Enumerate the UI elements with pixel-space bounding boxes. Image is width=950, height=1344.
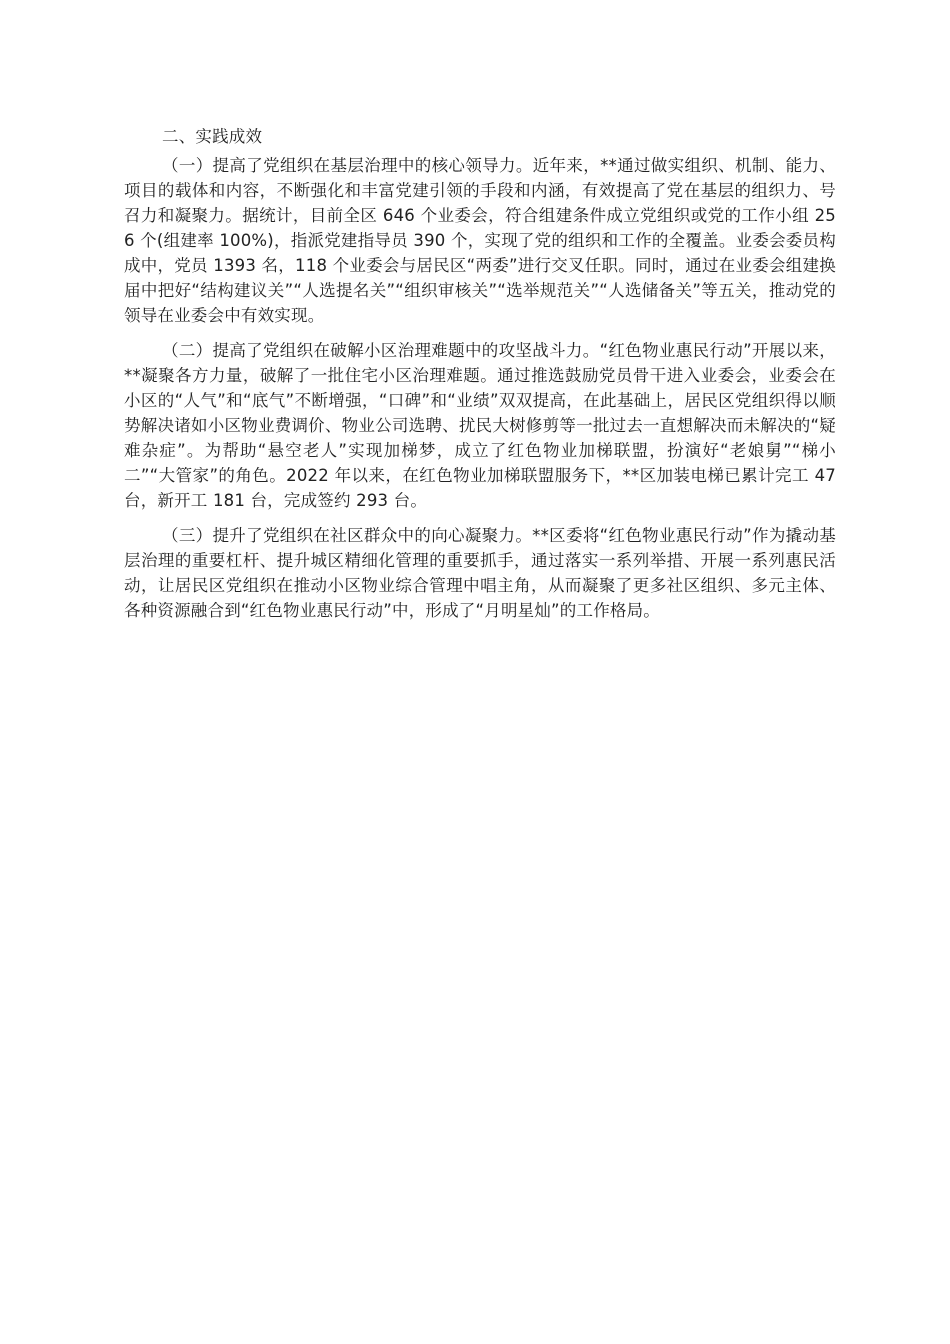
section-heading: 二、实践成效	[162, 127, 263, 146]
document-body	[124, 124, 836, 633]
paragraph-3: （三）提升了党组织在社区群众中的向心凝聚力。**区委将“红色物业惠民行动”作为撬动基层治理的重要杠杆、提升城区精细化管理的重要抓手，通过落实一系列举措、开展一系列惠民活动，让居民区党组织在推动小区物业综合管理中唱主角，从而凝聚了更多社区组织、多元主体、各种资源融合到“红色物业惠民行动”中，形成了“月明星灿”的工作格局。	[124, 526, 836, 620]
paragraph-2: （二）提高了党组织在破解小区治理难题中的攻坚战斗力。“红色物业惠民行动”开展以来，**凝聚各方力量，破解了一批住宅小区治理难题。通过推选鼓励党员骨干进入业委会，业委会在小区的“人气”和“底气”不断增强，“口碑”和“业绩”双双提高，在此基础上，居民区党组织得以顺势解决诸如小区物业费调价、物业公司选聘、扰民大树修剪等一批过去一直想解决而未解决的“疑难杂症”。为帮助“悬空老人”实现加梯梦，成立了红色物业加梯联盟，扮演好“老娘舅”“梯小二”“大管家”的角色。2022 年以来，在红色物业加梯联盟服务下，**区加装电梯已累计完工 47 台，新开工 181 台，完成签约 293 台。	[124, 341, 836, 510]
paragraph-1: （一）提高了党组织在基层治理中的核心领导力。近年来，**通过做实组织、机制、能力、项目的载体和内容，不断强化和丰富党建引领的手段和内涵，有效提高了党在基层的组织力、号召力和凝聚力。据统计，目前全区 646 个业委会，符合组建条件成立党组织或党的工作小组 256 个(组建率 100%)，指派党建指导员 390 个，实现了党的组织和工作的全覆盖。业委会委员构成中，党员 1393 名，118 个业委会与居民区“两委”进行交叉任职。同时，通过在业委会组建换届中把好“结构建议关”“人选提名关”“组织审核关”“选举规范关”“人选储备关”等五关，推动党的领导在业委会中有效实现。	[124, 156, 836, 325]
